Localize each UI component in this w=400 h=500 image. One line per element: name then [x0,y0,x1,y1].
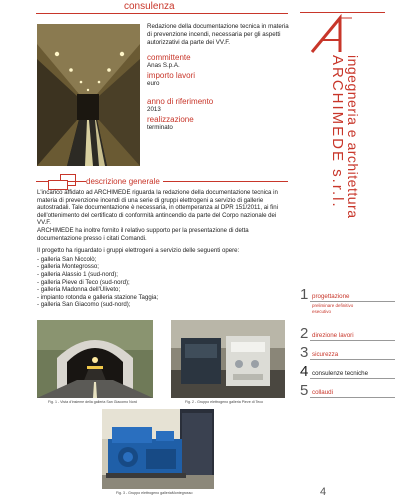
nav-item-progettazione[interactable] [300,287,395,327]
brand-tagline: ingegneria e architettura [345,55,361,219]
list-item: - galleria San Niccolò; [37,255,97,263]
nav-divider [310,378,395,379]
figure-1-photo [37,320,153,398]
description-title: descrizione generale [86,177,163,186]
nav-number: 2 [300,325,309,342]
works-intro: Il progetto ha riguardato i gruppi elettrogeni a servizio delle seguenti opere: [37,247,240,255]
nav-number: 5 [300,382,309,399]
nav-item-collaudi[interactable] [300,383,395,399]
description-paragraph: ARCHIMEDE ha inoltre fornito il relativo supporto per la presentazione di detta documentazione presso i citati Comandi. [37,226,249,242]
amount-label: importo lavori [147,71,196,80]
nav-label: consulenze tecniche [312,370,369,377]
figure-3-caption: Fig. 3 - Gruppo elettrogeno galleriaMontegrosso [116,491,193,495]
list-item: - galleria Madonna dell'Uliveto; [37,286,121,294]
nav-divider [310,340,395,341]
figure-1-caption: Fig. 1 - Vista d'insieme della galleria San Giacomo Nord [48,400,137,404]
description-paragraph: L'incarico affidato ad ARCHIMEDE riguarda la redazione della documentazione tecnica in materia di prevenzione incendi di una serie di gruppi elettrogeni a servizio di gallerie autostradali. Tale documentazione è necessaria, in ottemperanza al DPR 151/2011, ai fini dell'ottenimento del certificato di conformità antincendio da parte del Corpo nazionale dei VV.F. [37,189,278,227]
brand-name: ARCHIMEDE s.r.l. [329,55,346,209]
logo-rule [300,12,385,13]
client-value: Anas S.p.A. [147,62,180,69]
nav-label: progettazione [312,293,350,300]
list-item: - impianto rotonda e galleria stazione Taggia; [37,293,159,301]
section-title: consulenza [124,1,175,12]
figure-3-photo [102,409,214,489]
status-label: realizzazione [147,115,194,124]
nav-label: sicurezza [312,351,339,358]
status-value: terminato [147,124,173,131]
list-item: - galleria San Giacomo (sud-nord); [37,301,131,309]
project-info [147,23,289,133]
nav-item-consulenze-tecniche[interactable] [300,364,395,380]
nav-divider [310,359,395,360]
nav-number: 4 [300,363,309,380]
nav-item-direzione-lavori[interactable] [300,326,395,342]
description-body [37,189,287,309]
list-item: - galleria Alassio 1 (sud-nord); [37,270,118,278]
client-label: committente [147,53,191,62]
nav-number: 1 [300,286,309,303]
year-label: anno di riferimento [147,97,214,106]
page-number: 4 [320,486,327,498]
list-item: - galleria Pieve di Teco (sud-nord); [37,278,130,286]
figure-2-photo [171,320,285,398]
nav-label: direzione lavori [312,332,354,339]
year-value: 2013 [147,106,161,113]
list-item: - galleria Montegrosso; [37,263,99,271]
amount-value: euro [147,80,160,87]
nav-divider [310,301,395,302]
archimede-logo-icon [310,14,355,59]
works-list [37,256,287,309]
nav-sublabel: preliminare definitivo esecutivo [312,303,354,314]
nav-item-sicurezza[interactable] [300,345,395,361]
tunnel-photo [37,24,140,166]
header-rule [36,13,288,14]
nav-number: 3 [300,344,309,361]
nav-divider [310,397,395,398]
nav-label: collaudi [312,389,333,396]
project-description: Redazione della documentazione tecnica in materia di prevenzione incendi, necessaria per gli aspetti autorizzativi da parte dei VV.F. [147,23,289,46]
figure-2-caption: Fig. 2 - Gruppo elettrogeno galleria Pieve di Teco [185,400,264,404]
